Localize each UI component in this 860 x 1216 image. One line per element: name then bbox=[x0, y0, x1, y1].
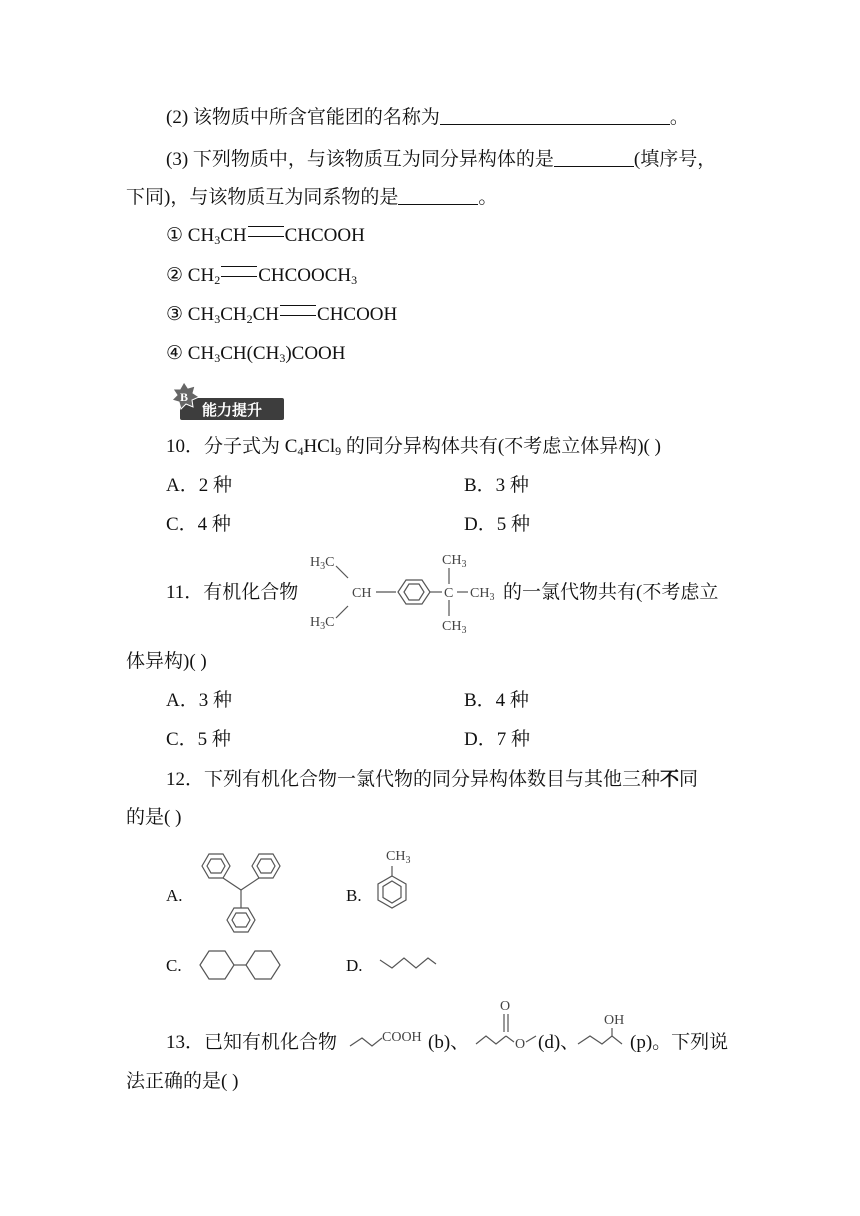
triphenylmethane-structure bbox=[196, 846, 288, 942]
q13-stem-a: 13．已知有机化合物 bbox=[166, 1032, 338, 1053]
q9-part2-text: (2) 该物质中所含官能团的名称为 bbox=[166, 107, 440, 128]
svg-text:COOH: COOH bbox=[382, 1030, 422, 1045]
q13-stem-c: 法正确的是( ) bbox=[126, 1071, 239, 1092]
q11-option-d[interactable]: D．7 种 bbox=[464, 729, 530, 750]
svg-text:H3C: $H_3C$ bbox=[310, 615, 335, 632]
bicyclohexyl-structure bbox=[196, 944, 288, 986]
q13-tag-b: (b)、 bbox=[428, 1032, 470, 1053]
q11-option-b[interactable]: B．4 种 bbox=[464, 690, 529, 711]
svg-text:CH: CH bbox=[352, 586, 372, 601]
svg-text:CH3: $CH_3$ bbox=[442, 619, 467, 636]
q11-structure bbox=[306, 548, 502, 636]
q12-label-c[interactable]: C. bbox=[166, 956, 182, 975]
q12-label-d[interactable]: D. bbox=[346, 956, 363, 975]
butanoic-acid-structure bbox=[348, 1026, 428, 1052]
svg-text:OH: OH bbox=[604, 1013, 625, 1028]
svg-text:CH3: $CH_3$ bbox=[442, 553, 467, 570]
ester-structure bbox=[474, 996, 540, 1056]
answer-blank[interactable] bbox=[554, 148, 634, 167]
q10-option-c[interactable]: C．4 种 bbox=[166, 514, 231, 535]
q11-option-c[interactable]: C．5 种 bbox=[166, 729, 231, 750]
svg-text:H3C: $H_3C$ bbox=[310, 555, 335, 572]
pentane-structure bbox=[378, 952, 438, 972]
q9-part3-stem2: 下同)，与该物质互为同系物的是 bbox=[126, 187, 399, 208]
q13-tag-p: (p)。下列说 bbox=[630, 1032, 729, 1053]
q9-part2-end: 。 bbox=[669, 107, 689, 128]
svg-text:CH3: $CH_3$ bbox=[386, 849, 411, 866]
q13-tag-d: (d)、 bbox=[538, 1032, 580, 1053]
svg-text:O: O bbox=[500, 999, 511, 1014]
q10-option-d[interactable]: D．5 种 bbox=[464, 514, 530, 535]
q12-emphasis: 不 bbox=[660, 768, 680, 790]
q11-stem-a: 11．有机化合物 bbox=[166, 582, 299, 603]
q9-part3-line2 bbox=[126, 186, 497, 209]
double-bond bbox=[221, 266, 257, 277]
q11-option-a[interactable]: A．3 种 bbox=[166, 690, 232, 711]
q10-stem: 10．分子式为 $C_4HCl_9$ 的同分异构体共有(不考虑立体异构)( ) bbox=[166, 436, 661, 458]
q9-part3-stem2-end: 。 bbox=[478, 187, 498, 208]
option-2: ② $CH_2$ $CHCOOCH_3$ bbox=[166, 265, 358, 287]
q10-option-a[interactable]: A．2 种 bbox=[166, 475, 232, 496]
section-letter: B bbox=[179, 390, 189, 404]
q9-part3-stem: (3) 下列物质中，与该物质互为同分异构体的是 bbox=[166, 149, 554, 170]
q9-part2 bbox=[166, 106, 689, 129]
answer-blank[interactable] bbox=[398, 186, 478, 205]
toluene-structure bbox=[370, 842, 430, 916]
q12-label-a[interactable]: A. bbox=[166, 886, 183, 905]
svg-text:C: C bbox=[444, 586, 454, 601]
q11-stem-b: 的一氯代物共有(不考虑立 bbox=[503, 582, 719, 603]
option-3: ③ $CH_3CH_2CH$ CHCOOH bbox=[166, 304, 398, 326]
svg-text:CH3: $CH_3$ bbox=[470, 586, 495, 603]
svg-text:O: O bbox=[515, 1037, 526, 1052]
answer-blank[interactable] bbox=[440, 106, 670, 125]
q12-stem: 12．下列有机化合物一氯代物的同分异构体数目与其他三种不同 bbox=[166, 768, 699, 790]
section-label: 能力提升 bbox=[202, 401, 263, 419]
q9-part3-line1 bbox=[166, 148, 716, 171]
option-1: ① $CH_3CH$ CHCOOH bbox=[166, 225, 365, 247]
q10-option-b[interactable]: B．3 种 bbox=[464, 475, 529, 496]
option-4: ④ $CH_3CH(CH_3)COOH$ bbox=[166, 343, 346, 365]
alcohol-structure bbox=[576, 1008, 630, 1054]
q12-label-b[interactable]: B. bbox=[346, 886, 362, 905]
q9-part3-stem-end: (填序号， bbox=[633, 149, 717, 170]
double-bond bbox=[248, 226, 284, 237]
double-bond bbox=[280, 305, 316, 316]
q12-stem-2: 的是( ) bbox=[126, 807, 182, 828]
q11-stem-c: 体异构)( ) bbox=[126, 651, 207, 672]
section-badge bbox=[170, 380, 284, 420]
